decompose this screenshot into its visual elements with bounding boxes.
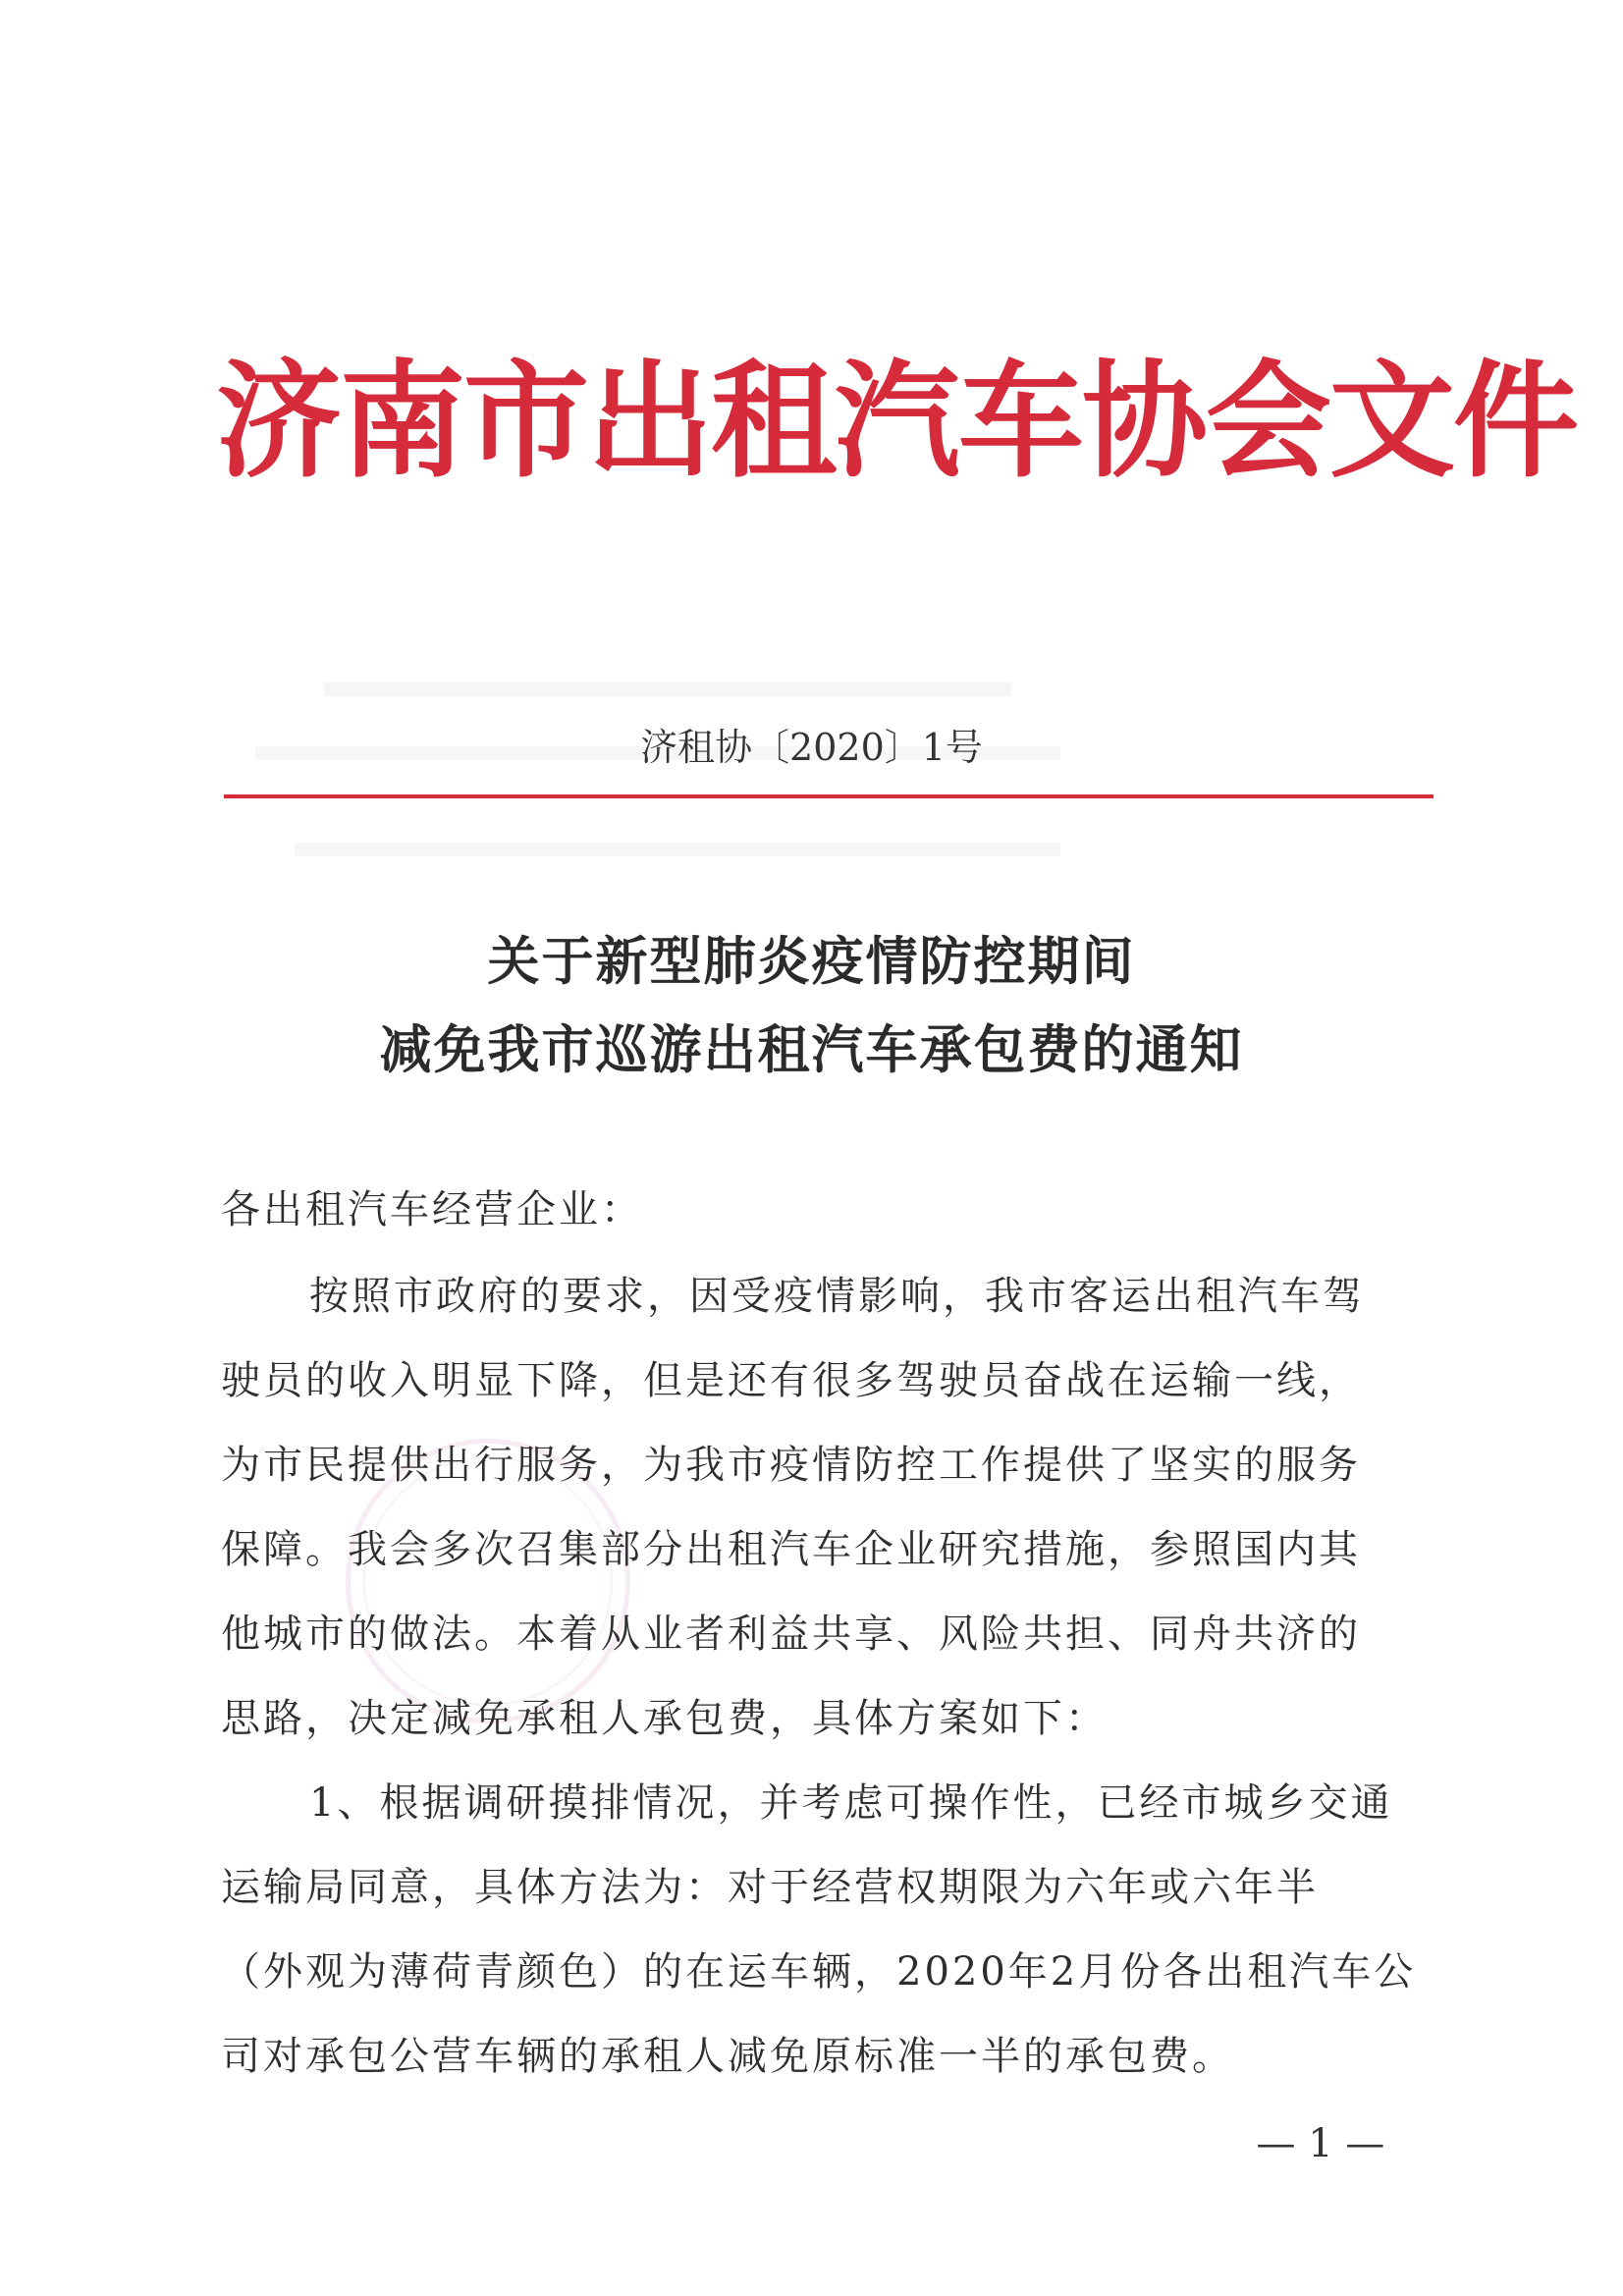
notice-title-line-1: 关于新型肺炎疫情防控期间	[487, 932, 1136, 992]
body-line: 为市民提供出行服务，为我市疫情防控工作提供了坚实的服务	[221, 1443, 1361, 1488]
body-line: 思路，决定减免承租人承包费，具体方案如下：	[221, 1696, 1108, 1741]
body-line: 1、根据调研摸排情况，并考虑可操作性，已经市城乡交通	[309, 1780, 1393, 1826]
body-line: 司对承包公营车辆的承租人减免原标准一半的承包费。	[221, 2034, 1234, 2079]
bleed-through-mark	[295, 843, 1060, 856]
document-number: 济租协〔2020〕1号	[640, 726, 983, 769]
body-line: 他城市的做法。本着从业者利益共享、风险共担、同舟共济的	[221, 1612, 1361, 1657]
faded-stamp-seal-inner	[363, 1456, 613, 1706]
notice-title-line-2: 减免我市巡游出租汽车承包费的通知	[379, 1020, 1244, 1080]
body-line: 驶员的收入明显下降，但是还有很多驾驶员奋战在运输一线，	[221, 1358, 1361, 1403]
body-line: 按照市政府的要求，因受疫情影响，我市客运出租汽车驾	[309, 1274, 1365, 1319]
salutation: 各出租汽车经营企业：	[221, 1187, 643, 1232]
body-line: 保障。我会多次召集部分出租汽车企业研究措施，参照国内其	[221, 1527, 1361, 1572]
bleed-through-mark	[324, 683, 1011, 696]
red-divider-line	[224, 794, 1434, 798]
body-line: （外观为薄荷青颜色）的在运车辆，2020年2月份各出租汽车公	[221, 1949, 1417, 1995]
agency-header-title: 济南市出租汽车协会文件	[216, 349, 1578, 495]
page-number: — 1 —	[1256, 2121, 1385, 2166]
body-line: 运输局同意，具体方法为：对于经营权期限为六年或六年半	[221, 1865, 1319, 1910]
